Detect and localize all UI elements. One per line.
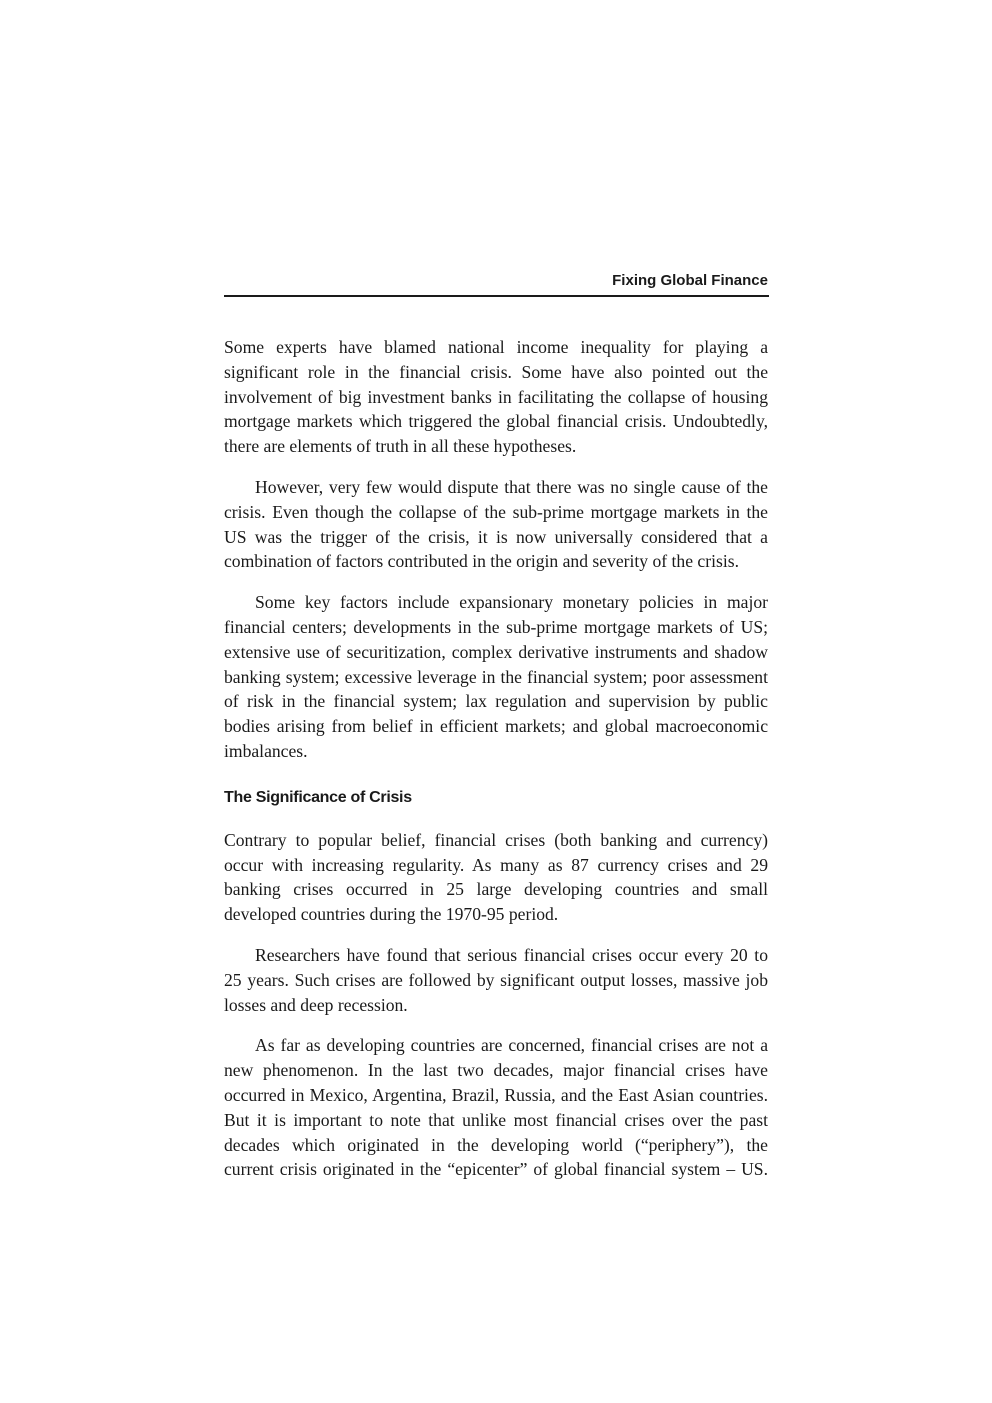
paragraph [224, 335, 768, 459]
paragraph [224, 590, 768, 764]
text-line: occurred in Mexico, Argentina, Brazil, Russia, and the East Asian countries. [224, 1084, 768, 1105]
text-line: financial centers; developments in the sub-prime mortgage markets of US; [224, 616, 768, 637]
paragraph [224, 828, 768, 927]
text-line: decades which originated in the developing world (“periphery”), the [224, 1134, 768, 1155]
text-line: losses and deep recession. [224, 994, 408, 1015]
text-line: banking crises occurred in 25 large developing countries and small [224, 879, 768, 900]
text-line: But it is important to note that unlike most financial crises over the past [224, 1109, 768, 1130]
text-line: current crisis originated in the “epicenter” of global financial system – US. [224, 1159, 768, 1180]
text-line: involvement of big investment banks in facilitating the collapse of housing [224, 386, 768, 407]
text-line: new phenomenon. In the last two decades, major financial crises have [224, 1060, 768, 1081]
text-line: US was the trigger of the crisis, it is now universally considered that a [224, 526, 768, 547]
text-line: As far as developing countries are concerned, financial crises are not a [255, 1035, 768, 1056]
paragraph [224, 943, 768, 1017]
text-line: occur with increasing regularity. As many as 87 currency crises and 29 [224, 854, 768, 875]
text-line: banking system; excessive leverage in the financial system; poor assessment [224, 666, 768, 687]
text-line: of risk in the financial system; lax regulation and supervision by public [224, 691, 768, 712]
text-line: crisis. Even though the collapse of the sub-prime mortgage markets in the [224, 501, 768, 522]
text-line: extensive use of securitization, complex derivative instruments and shadow [224, 641, 768, 662]
text-line: Some key factors include expansionary monetary policies in major [255, 592, 768, 613]
header-rule [224, 295, 769, 297]
text-line: bodies arising from belief in efficient markets; and global macroeconomic [224, 716, 768, 737]
text-line: there are elements of truth in all these hypotheses. [224, 436, 577, 457]
text-line: Some experts have blamed national income inequality for playing a [224, 337, 768, 357]
text-line: 25 years. Such crises are followed by significant output losses, massive job [224, 969, 768, 990]
paragraph [224, 1033, 768, 1182]
text-line: Contrary to popular belief, financial crises (both banking and currency) [224, 829, 768, 850]
text-line: significant role in the financial crisis. Some have also pointed out the [224, 361, 768, 382]
body-text [224, 335, 768, 1198]
text-line: imbalances. [224, 740, 308, 761]
text-line: Researchers have found that serious financial crises occur every 20 to [255, 944, 768, 965]
section-heading: The Significance of Crisis [224, 788, 412, 806]
text-line: However, very few would dispute that there was no single cause of the [255, 476, 768, 497]
text-line: mortgage markets which triggered the global financial crisis. Undoubtedly, [224, 411, 768, 432]
running-head: Fixing Global Finance [612, 272, 768, 289]
text-line: developed countries during the 1970-95 period. [224, 904, 559, 925]
paragraph [224, 475, 768, 574]
text-line: combination of factors contributed in the origin and severity of the crisis. [224, 551, 739, 572]
